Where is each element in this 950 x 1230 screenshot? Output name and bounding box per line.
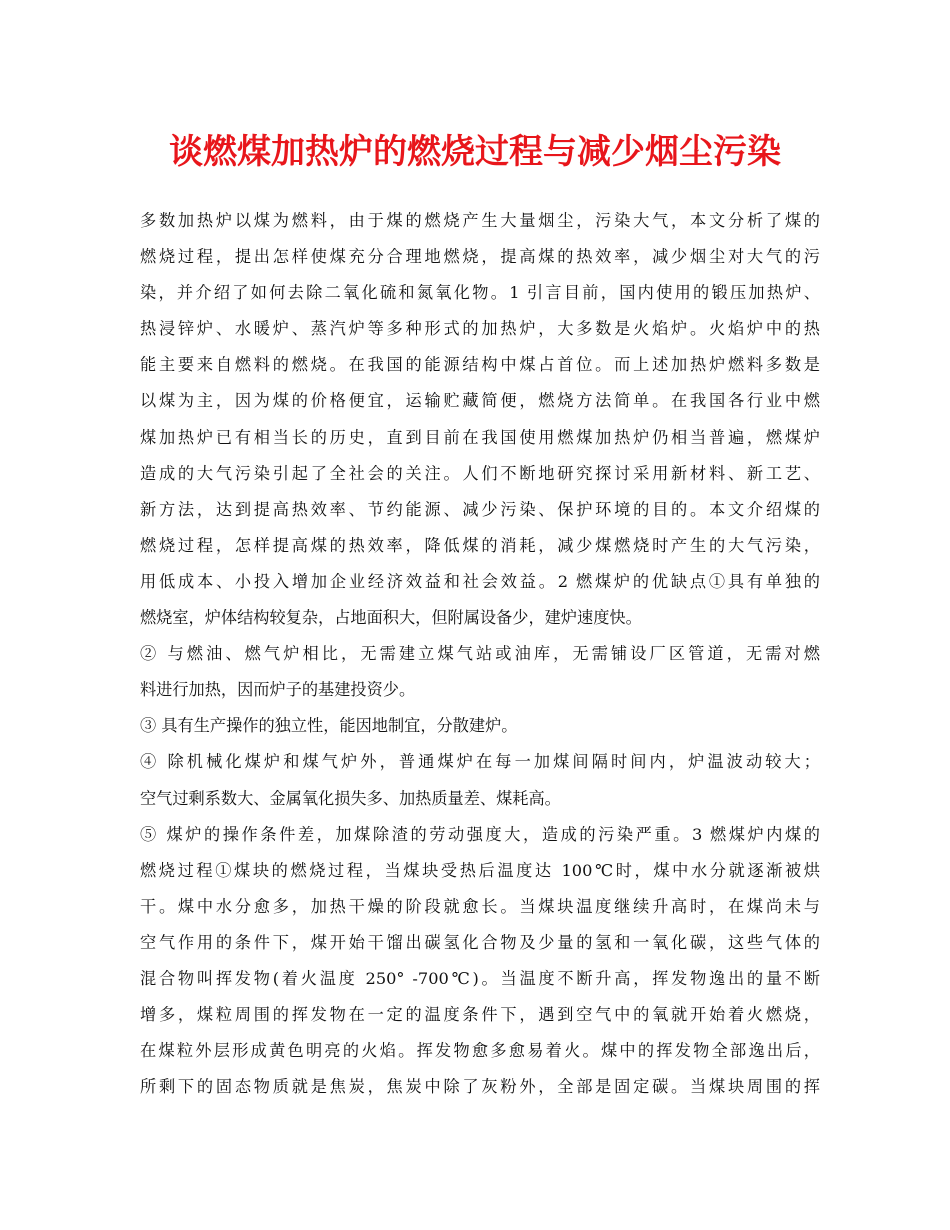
body-text-line: 干。煤中水分愈多，加热干燥的阶段就愈长。当煤块温度继续升高时，在煤尚未与: [140, 896, 820, 916]
body-text-line: ② 与燃油、燃气炉相比，无需建立煤气站或油库，无需铺设厂区管道，无需对燃: [140, 644, 820, 664]
body-text-line: ③ 具有生产操作的独立性，能因地制宜，分散建炉。: [140, 716, 518, 736]
body-text-line: 所剩下的固态物质就是焦炭，焦炭中除了灰粉外，全部是固定碳。当煤块周围的挥: [140, 1077, 820, 1097]
body-text-line: 增多，煤粒周围的挥发物在一定的温度条件下，遇到空气中的氧就开始着火燃烧，: [140, 1005, 820, 1025]
body-text-line: 造成的大气污染引起了全社会的关注。人们不断地研究探讨采用新材料、新工艺、: [140, 463, 820, 483]
body-text-line: 空气过剩系数大、金属氧化损失多、加热质量差、煤耗高。: [140, 788, 561, 808]
document-title: 谈燃煤加热炉的燃烧过程与减少烟尘污染: [169, 132, 781, 172]
body-text-line: 热浸锌炉、水暖炉、蒸汽炉等多种形式的加热炉，大多数是火焰炉。火焰炉中的热: [140, 319, 820, 339]
body-text-line: 多数加热炉以煤为燃料，由于煤的燃烧产生大量烟尘，污染大气，本文分析了煤的: [140, 211, 820, 230]
body-text-line: 煤加热炉已有相当长的历史，直到目前在我国使用燃煤加热炉仍相当普遍，燃煤炉: [140, 427, 820, 447]
document-body: [140, 203, 820, 1105]
body-text-line: ④ 除机械化煤炉和煤气炉外，普通煤炉在每一加煤间隔时间内，炉温波动较大；: [140, 752, 820, 772]
body-text-line: 料进行加热，因而炉子的基建投资少。: [140, 680, 416, 700]
body-text-line: 以煤为主，因为煤的价格便宜，运输贮藏简便，燃烧方法简单。在我国各行业中燃: [140, 391, 820, 411]
body-text-line: 在煤粒外层形成黄色明亮的火焰。挥发物愈多愈易着火。煤中的挥发物全部逸出后，: [140, 1041, 820, 1061]
body-text-line: 用低成本、小投入增加企业经济效益和社会效益。2 燃煤炉的优缺点①具有单独的: [140, 571, 820, 591]
body-text-line: 能主要来自燃料的燃烧。在我国的能源结构中煤占首位。而上述加热炉燃料多数是: [140, 355, 820, 375]
body-text-line: 燃烧过程，怎样提高煤的热效率，降低煤的消耗，减少煤燃烧时产生的大气污染，: [140, 535, 820, 555]
body-text-line: 燃烧室，炉体结构较复杂，占地面积大，但附属设备少，建炉速度快。: [140, 608, 642, 628]
body-text-line: 染，并介绍了如何去除二氧化硫和氮氧化物。1 引言目前，国内使用的锻压加热炉、: [140, 283, 820, 303]
body-text-line: 燃烧过程①煤块的燃烧过程，当煤块受热后温度达 100℃时，煤中水分就逐渐被烘: [140, 860, 820, 880]
body-text-line: 混合物叫挥发物(着火温度 250° -700℃)。当温度不断升高，挥发物逸出的量不断: [140, 968, 820, 988]
body-text-line: ⑤ 煤炉的操作条件差，加煤除渣的劳动强度大，造成的污染严重。3 燃煤炉内煤的: [140, 824, 820, 844]
body-text-line: 燃烧过程，提出怎样使煤充分合理地燃烧，提高煤的热效率，减少烟尘对大气的污: [140, 247, 820, 267]
body-text-line: 新方法，达到提高热效率、节约能源、减少污染、保护环境的目的。本文介绍煤的: [140, 499, 820, 519]
body-text-line: 空气作用的条件下，煤开始干馏出碳氢化合物及少量的氢和一氧化碳，这些气体的: [140, 932, 820, 952]
